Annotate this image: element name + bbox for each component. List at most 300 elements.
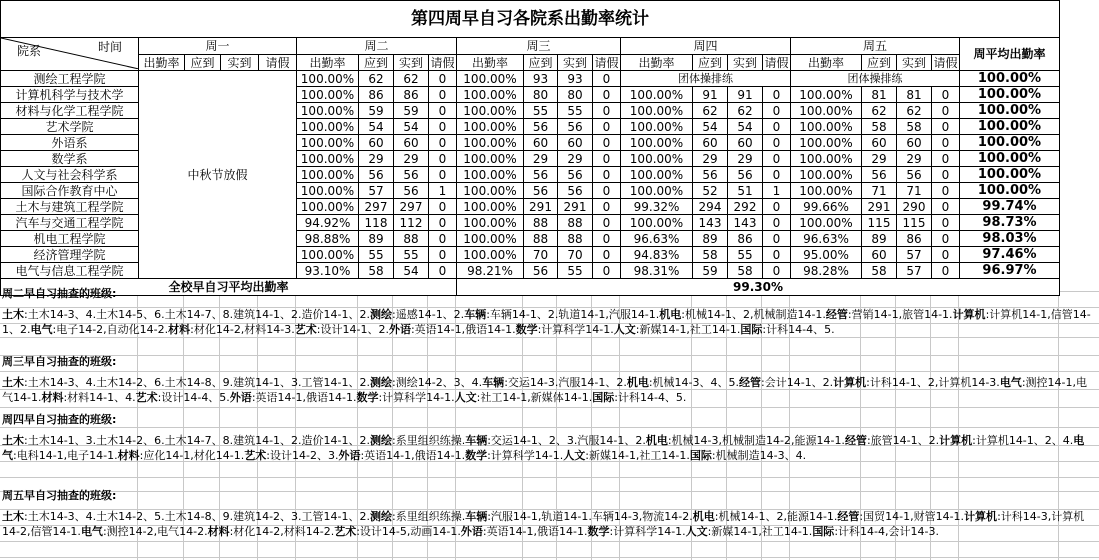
wed-cell: 0 [593,151,621,167]
checked-classes-section [2,286,1096,337]
wed-cell: 0 [593,87,621,103]
sub-header-cell: 实到 [897,55,932,71]
fri-cell: 0 [932,135,960,151]
wed-cell: 88 [524,215,558,231]
thu-cell: 100.00% [621,215,693,231]
thu-cell: 58 [693,247,728,263]
class-list: :土木14-3、4.土木14-2、5.土木14-8、9.建筑14-2、3.工管14-1、2. [24,510,371,523]
department-name: 艺术学院 [1,119,139,135]
thu-cell: 94.83% [621,247,693,263]
fri-cell: 0 [932,167,960,183]
department-tag: 国际 [689,449,712,462]
fri-cell: 0 [932,199,960,215]
wed-cell: 100.00% [457,87,524,103]
department-tag: 数学 [587,525,610,538]
fri-cell: 58 [862,263,897,279]
wed-cell: 56 [524,183,558,199]
weekly-average-value: 98.73% [960,215,1060,231]
class-list: :英语14-1,俄语14-1. [360,449,466,462]
class-list: :测控14-1,电气14-1. [2,376,1087,404]
tue-cell: 100.00% [297,103,359,119]
gridline [0,477,1099,478]
tue-cell: 0 [429,87,457,103]
school-average-value: 99.30% [457,279,1060,296]
department-tag: 国际 [592,391,615,404]
thu-cell: 58 [728,263,763,279]
tue-cell: 100.00% [297,167,359,183]
thu-cell: 62 [728,103,763,119]
fri-cell: 99.66% [791,199,862,215]
department-tag: 测绘 [370,510,393,523]
class-list: :系里组织练操. [392,434,466,447]
tue-cell: 54 [359,119,394,135]
thu-cell: 60 [693,135,728,151]
department-tag: 机电 [626,376,649,389]
fri-cell: 115 [897,215,932,231]
weekly-average-value: 100.00% [960,103,1060,119]
fri-cell: 100.00% [791,135,862,151]
wed-cell: 70 [558,247,593,263]
department-tag: 电气 [80,525,103,538]
wed-cell: 0 [593,135,621,151]
school-average-label: 全校早自习平均出勤率 [1,279,457,296]
wed-cell: 0 [593,103,621,119]
fri-cell: 100.00% [791,103,862,119]
thu-cell: 99.32% [621,199,693,215]
wed-cell: 0 [593,215,621,231]
fri-cell: 57 [897,247,932,263]
monday-holiday-note: 中秋节放假 [139,71,297,279]
wed-cell: 0 [593,183,621,199]
sub-header-cell: 请假 [764,55,789,70]
wed-cell: 100.00% [457,183,524,199]
fri-cell: 62 [862,103,897,119]
wed-cell: 100.00% [457,199,524,215]
department-tag: 艺术 [135,391,158,404]
fri-cell: 58 [897,119,932,135]
wed-cell: 100.00% [457,167,524,183]
wed-cell: 88 [558,231,593,247]
department-tag: 外语 [229,391,252,404]
thu-cell: 0 [763,215,791,231]
class-list: :计算机14-1、2、4. [972,434,1074,447]
class-list: :测绘14-2、3、4. [392,376,483,389]
fri-rehearsal-note: 团体操排练 [791,71,960,87]
fri-cell: 290 [897,199,932,215]
wed-cell: 88 [558,215,593,231]
tue-cell: 100.00% [297,71,359,87]
section-heading: 周三早自习抽查的班级: [2,355,117,368]
tue-cell: 98.88% [297,231,359,247]
class-list: :汽服14-1,轨道14-1.车辆14-3,物流14-2. [487,510,693,523]
fri-cell: 60 [862,247,897,263]
thu-cell: 54 [693,119,728,135]
thu-cell: 143 [693,215,728,231]
department-tag: 外语 [460,525,483,538]
department-tag: 车辆 [464,308,487,321]
wed-cell: 100.00% [457,215,524,231]
tue-cell: 93.10% [297,263,359,279]
department-name: 经济管理学院 [1,247,139,263]
wed-cell: 291 [558,199,593,215]
fri-cell: 100.00% [791,151,862,167]
sub-header-cell: 出勤率 [297,55,359,71]
class-list: :土木14-3、4.土木14-5、6.土木14-7、8.建筑14-1、2.造价14-1、2. [24,308,371,321]
tue-cell: 297 [394,199,429,215]
class-list: :旅管14-1、2. [866,434,940,447]
fri-cell: 58 [862,119,897,135]
fri-cell: 81 [862,87,897,103]
department-tag: 测绘 [370,308,393,321]
department-tag: 电气 [2,434,1085,462]
sub-header-cell: 请假 [933,55,958,70]
wed-cell: 56 [524,119,558,135]
thu-cell: 98.31% [621,263,693,279]
weekly-average-header: 周平均出勤率 [960,38,1060,71]
thu-cell: 62 [693,103,728,119]
department-tag: 计算机 [939,434,973,447]
thu-cell: 0 [763,103,791,119]
thu-cell: 100.00% [621,167,693,183]
class-list: :计算科学14-1. [537,323,614,336]
tue-cell: 100.00% [297,151,359,167]
department-tag: 车辆 [465,434,488,447]
class-list: :交运14-1、2、3.汽服14-1、2. [487,434,646,447]
department-tag: 人文 [613,323,636,336]
tue-cell: 88 [394,231,429,247]
sub-header-cell: 出勤率 [621,55,693,71]
fri-cell: 100.00% [791,119,862,135]
fri-cell: 95.00% [791,247,862,263]
tue-cell: 56 [394,167,429,183]
department-name: 外语系 [1,135,139,151]
checked-classes-section [2,412,1096,463]
sub-header-cell: 出勤率 [139,55,185,71]
tue-cell: 0 [429,119,457,135]
fri-cell: 98.28% [791,263,862,279]
department-tag: 经管 [739,376,761,389]
department-name: 电气与信息工程学院 [1,263,139,279]
thu-cell: 292 [728,199,763,215]
wed-cell: 70 [524,247,558,263]
wed-cell: 0 [593,247,621,263]
tue-cell: 100.00% [297,247,359,263]
corner-left-label: 院系 [17,44,42,58]
day-header-monday: 周一 [139,38,297,55]
fri-cell: 86 [897,231,932,247]
department-tag: 艺术 [244,449,267,462]
sub-header-cell: 请假 [430,55,455,70]
tue-cell: 60 [359,135,394,151]
department-tag: 测绘 [370,376,393,389]
thu-cell: 52 [693,183,728,199]
wed-cell: 80 [524,87,558,103]
class-list: :计算科学14-1. [487,449,564,462]
class-list: :遥感14-1、2. [392,308,465,321]
weekly-average-value: 100.00% [960,71,1060,87]
department-tag: 材料 [207,525,230,538]
sub-header-cell: 应到 [693,55,728,71]
department-tag: 数学 [465,449,488,462]
wed-cell: 0 [593,71,621,87]
class-list: :设计14-4、5. [157,391,230,404]
tue-cell: 0 [429,135,457,151]
weekly-average-value: 100.00% [960,183,1060,199]
section-body [2,433,1096,463]
class-list: :社工14-1,新媒体14-1. [476,391,593,404]
tue-cell: 118 [359,215,394,231]
department-tag: 土木 [2,376,24,389]
fri-cell: 62 [897,103,932,119]
fri-cell: 100.00% [791,183,862,199]
class-list: :会计14-1、2. [761,376,834,389]
wed-cell: 60 [558,135,593,151]
class-list: :计算机14-1,信管14-1、2. [2,308,1091,336]
tue-cell: 0 [429,247,457,263]
corner-right-label: 时间 [97,40,122,54]
department-tag: 艺术 [334,525,357,538]
class-list: :设计14-1、2. [316,323,389,336]
wed-cell: 29 [558,151,593,167]
sub-header-cell: 实到 [728,55,763,71]
wed-cell: 55 [558,263,593,279]
fri-cell: 291 [862,199,897,215]
fri-cell: 0 [932,215,960,231]
class-list: :电科14-1,电子14-1. [13,449,118,462]
department-name: 材料与化学工程学院 [1,103,139,119]
fri-cell: 29 [862,151,897,167]
wed-cell: 55 [558,103,593,119]
class-list: :计科14-4、5. [614,391,687,404]
class-list: :测控14-2,电气14-2. [102,525,208,538]
tue-cell: 62 [359,71,394,87]
checked-classes-section [2,354,1096,405]
thu-cell: 0 [763,87,791,103]
thu-cell: 100.00% [621,119,693,135]
class-list: :电子14-2,自动化14-2. [52,323,169,336]
sub-header-cell: 出勤率 [791,55,862,71]
wed-cell: 0 [593,263,621,279]
class-list: :新媒14-1,社工14-1. [635,323,741,336]
department-tag: 外语 [338,449,361,462]
fri-cell: 96.63% [791,231,862,247]
fri-cell: 81 [897,87,932,103]
tue-cell: 60 [394,135,429,151]
weekly-average-value: 96.97% [960,263,1060,279]
wed-cell: 56 [524,263,558,279]
thu-cell: 29 [728,151,763,167]
class-list: :机械14-3、4、5. [648,376,739,389]
tue-cell: 56 [359,167,394,183]
wed-cell: 93 [558,71,593,87]
sub-header-cell: 应到 [359,55,394,71]
department-tag: 材料 [168,323,191,336]
tue-cell: 1 [429,183,457,199]
gridline [0,541,1099,542]
department-tag: 车辆 [482,376,505,389]
tue-cell: 0 [429,71,457,87]
tue-cell: 55 [359,247,394,263]
weekly-average-value: 97.46% [960,247,1060,263]
fri-cell: 0 [932,231,960,247]
wed-cell: 291 [524,199,558,215]
department-tag: 机电 [692,510,715,523]
tue-cell: 86 [359,87,394,103]
department-tag: 机电 [645,434,668,447]
tue-cell: 57 [359,183,394,199]
department-name: 数学系 [1,151,139,167]
class-list: :设计14-2、3. [266,449,339,462]
class-list: :计科14-4,会计14-3. [834,525,939,538]
sub-header-cell: 应到 [524,55,558,71]
tue-cell: 100.00% [297,199,359,215]
tue-cell: 86 [394,87,429,103]
fri-cell: 89 [862,231,897,247]
sub-header-cell: 出勤率 [457,55,524,71]
thu-cell: 0 [763,263,791,279]
fri-cell: 60 [862,135,897,151]
thu-cell: 91 [728,87,763,103]
section-heading: 周五早自习抽查的班级: [2,489,117,502]
class-list: :计科14-4、5. [762,323,835,336]
thu-cell: 100.00% [621,151,693,167]
class-list: :设计14-5,动画14-1. [356,525,461,538]
checked-classes-section [2,488,1096,539]
page-title: 第四周早自习各院系出勤率统计 [1,1,1060,38]
department-name: 国际合作教育中心 [1,183,139,199]
thu-cell: 86 [728,231,763,247]
wed-cell: 100.00% [457,247,524,263]
tue-cell: 297 [359,199,394,215]
department-tag: 人文 [685,525,708,538]
wed-cell: 100.00% [457,135,524,151]
section-heading: 周二早自习抽查的班级: [2,287,117,300]
section-heading: 周四早自习抽查的班级: [2,413,117,426]
department-tag: 计算机 [833,376,867,389]
tue-cell: 59 [359,103,394,119]
wed-cell: 100.00% [457,71,524,87]
tue-cell: 58 [359,263,394,279]
department-tag: 土木 [2,434,24,447]
thu-cell: 59 [693,263,728,279]
tue-cell: 62 [394,71,429,87]
department-tag: 计算机 [964,510,998,523]
tue-cell: 112 [394,215,429,231]
class-list: :系里组织练操. [392,510,466,523]
fri-cell: 0 [932,151,960,167]
gridline [0,407,1099,408]
table-row [1,71,1060,87]
thu-cell: 51 [728,183,763,199]
class-list: :机械14-1、2,能源14-1. [714,510,838,523]
fri-cell: 71 [862,183,897,199]
class-list: :材化14-2,材料14-2. [229,525,335,538]
department-tag: 车辆 [465,510,488,523]
thu-cell: 100.00% [621,183,693,199]
tue-cell: 100.00% [297,183,359,199]
department-tag: 数学 [356,391,379,404]
weekly-average-value: 100.00% [960,119,1060,135]
class-list: :机械制造14-3、4. [711,449,807,462]
wed-cell: 0 [593,199,621,215]
sub-header-cell: 请假 [259,55,297,71]
thu-cell: 0 [763,135,791,151]
department-tag: 材料 [41,391,64,404]
tue-cell: 0 [429,215,457,231]
fri-cell: 29 [897,151,932,167]
department-tag: 土木 [2,308,24,321]
sub-header-cell: 请假 [594,55,619,70]
tue-cell: 94.92% [297,215,359,231]
tue-cell: 0 [429,263,457,279]
department-tag: 数学 [515,323,538,336]
fri-cell: 0 [932,119,960,135]
thu-cell: 54 [728,119,763,135]
tue-cell: 54 [394,263,429,279]
tue-cell: 100.00% [297,119,359,135]
section-body [2,375,1096,405]
department-name: 汽车与交通工程学院 [1,215,139,231]
class-list: :英语14-1,俄语14-1. [251,391,357,404]
thu-cell: 96.63% [621,231,693,247]
fri-cell: 57 [897,263,932,279]
class-list: :土木14-3、4.土木14-2、6.土木14-8、9.建筑14-1、3.工管14-1、2. [24,376,371,389]
thu-cell: 0 [763,247,791,263]
department-tag: 国际 [812,525,835,538]
fri-cell: 0 [932,103,960,119]
class-list: :新媒14-1,社工14-1. [585,449,690,462]
sub-header-cell: 应到 [862,55,897,71]
thu-cell: 143 [728,215,763,231]
tue-cell: 0 [429,103,457,119]
thu-cell: 100.00% [621,103,693,119]
class-list: :材化14-2,材料14-3. [190,323,295,336]
tue-cell: 100.00% [297,135,359,151]
department-name: 机电工程学院 [1,231,139,247]
department-name: 计算机科学与技术学 [1,87,139,103]
thu-cell: 29 [693,151,728,167]
department-tag: 经管 [825,308,848,321]
department-tag: 人文 [454,391,477,404]
fri-cell: 0 [932,87,960,103]
thu-cell: 0 [763,199,791,215]
wed-cell: 80 [558,87,593,103]
tue-cell: 55 [394,247,429,263]
weekly-average-value: 99.74% [960,199,1060,215]
tue-cell: 56 [394,183,429,199]
tue-cell: 100.00% [297,87,359,103]
tue-cell: 0 [429,151,457,167]
wed-cell: 93 [524,71,558,87]
tue-cell: 29 [394,151,429,167]
sub-header-cell: 实到 [221,55,259,71]
wed-cell: 0 [593,231,621,247]
fri-cell: 0 [932,183,960,199]
class-list: :计算科学14-1. [609,525,686,538]
sub-header-cell: 实到 [394,55,429,71]
gridline [0,337,1099,338]
wed-cell: 55 [524,103,558,119]
department-tag: 人文 [563,449,586,462]
class-list: :英语14-1,俄语14-1. [482,525,588,538]
wed-cell: 100.00% [457,151,524,167]
tue-cell: 59 [394,103,429,119]
department-tag: 国际 [740,323,763,336]
wed-cell: 29 [524,151,558,167]
department-tag: 艺术 [294,323,317,336]
wed-cell: 56 [524,167,558,183]
day-header-thursday: 周四 [621,38,791,55]
